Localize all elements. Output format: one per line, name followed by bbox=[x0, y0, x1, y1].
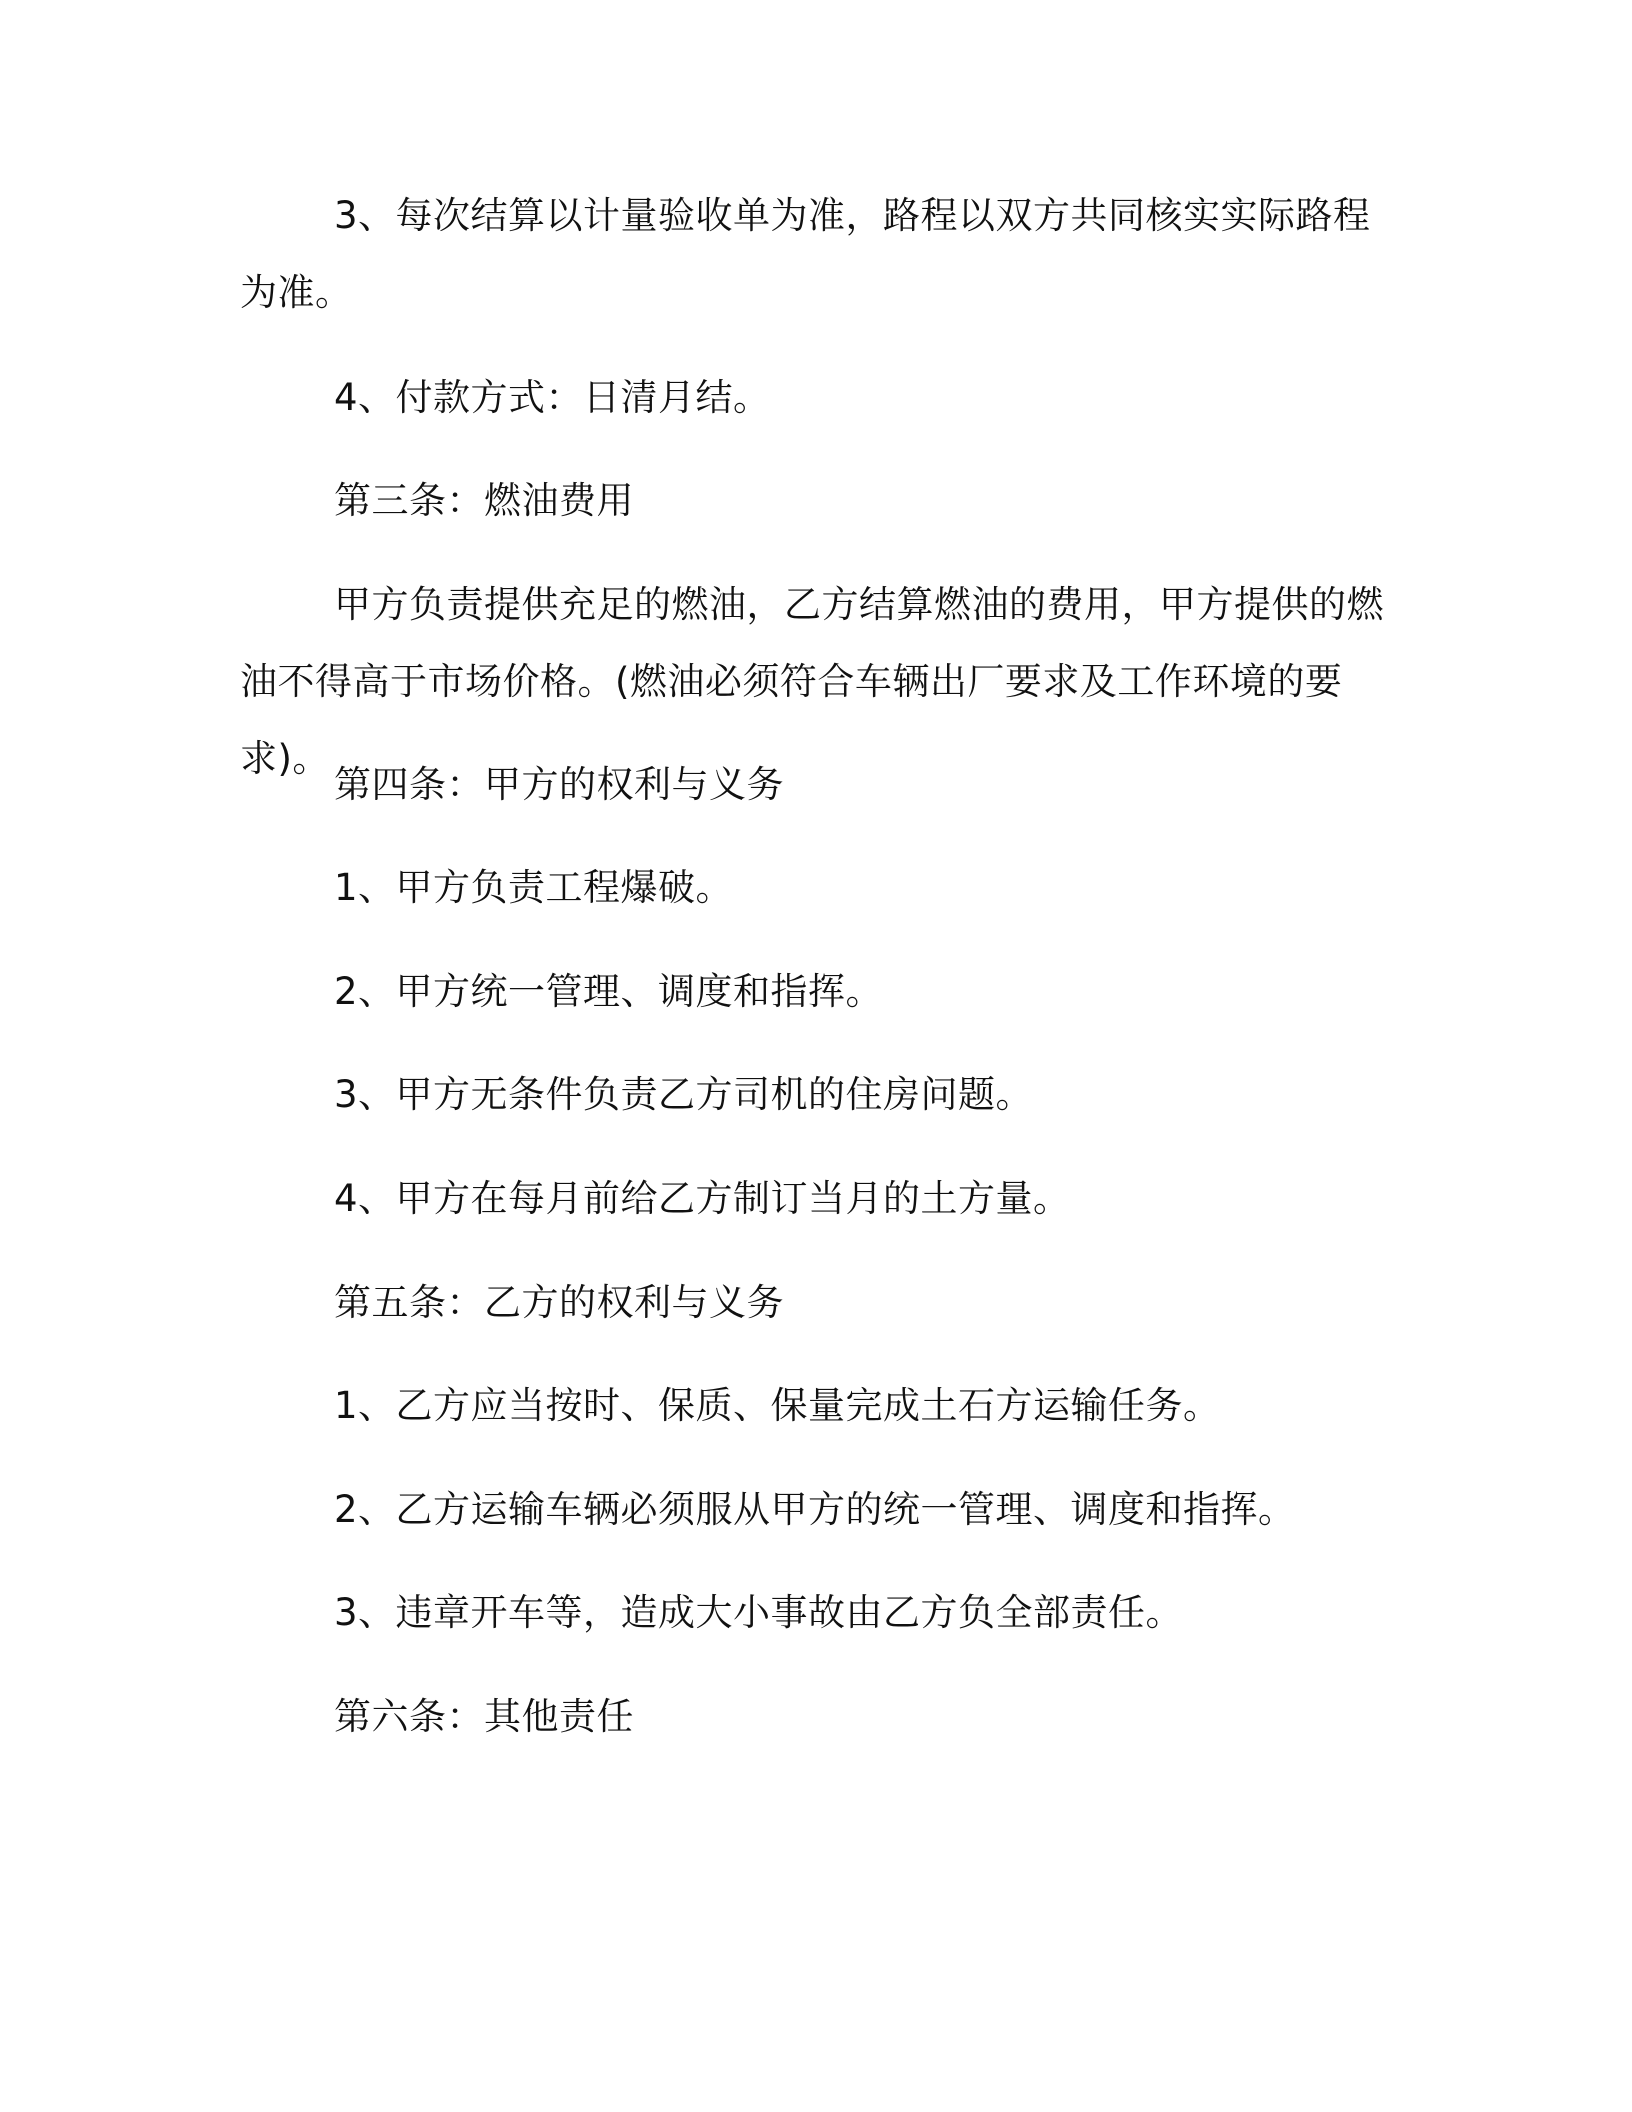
paragraph-fuel-cost: 甲方负责提供充足的燃油，乙方结算燃油的费用，甲方提供的燃油不得高于市场价格。(燃油必须符合车辆出厂要求及工作环境的要求)。 bbox=[240, 583, 1384, 780]
section-heading-fuel-cost: 第三条：燃油费用 bbox=[334, 479, 634, 522]
paragraph-payment-method: 4、付款方式：日清月结。 bbox=[334, 376, 771, 419]
paragraph-party-a-item-3: 3、甲方无条件负责乙方司机的住房问题。 bbox=[334, 1073, 1034, 1116]
paragraph-party-b-item-2: 2、乙方运输车辆必须服从甲方的统一管理、调度和指挥。 bbox=[334, 1488, 1296, 1531]
paragraph-party-b-item-1: 1、乙方应当按时、保质、保量完成土石方运输任务。 bbox=[334, 1384, 1221, 1427]
paragraph-party-a-item-4: 4、甲方在每月前给乙方制订当月的土方量。 bbox=[334, 1177, 1071, 1220]
paragraph-party-a-item-2: 2、甲方统一管理、调度和指挥。 bbox=[334, 970, 884, 1013]
paragraph-party-a-item-1: 1、甲方负责工程爆破。 bbox=[334, 866, 734, 909]
paragraph-party-b-item-3: 3、违章开车等，造成大小事故由乙方负全部责任。 bbox=[334, 1591, 1184, 1634]
section-heading-other-responsibilities: 第六条：其他责任 bbox=[334, 1695, 634, 1738]
section-heading-party-b-rights: 第五条：乙方的权利与义务 bbox=[334, 1281, 784, 1324]
paragraph-settlement-basis: 3、每次结算以计量验收单为准，路程以双方共同核实实际路程为准。 bbox=[240, 194, 1371, 314]
section-heading-party-a-rights: 第四条：甲方的权利与义务 bbox=[334, 763, 784, 806]
